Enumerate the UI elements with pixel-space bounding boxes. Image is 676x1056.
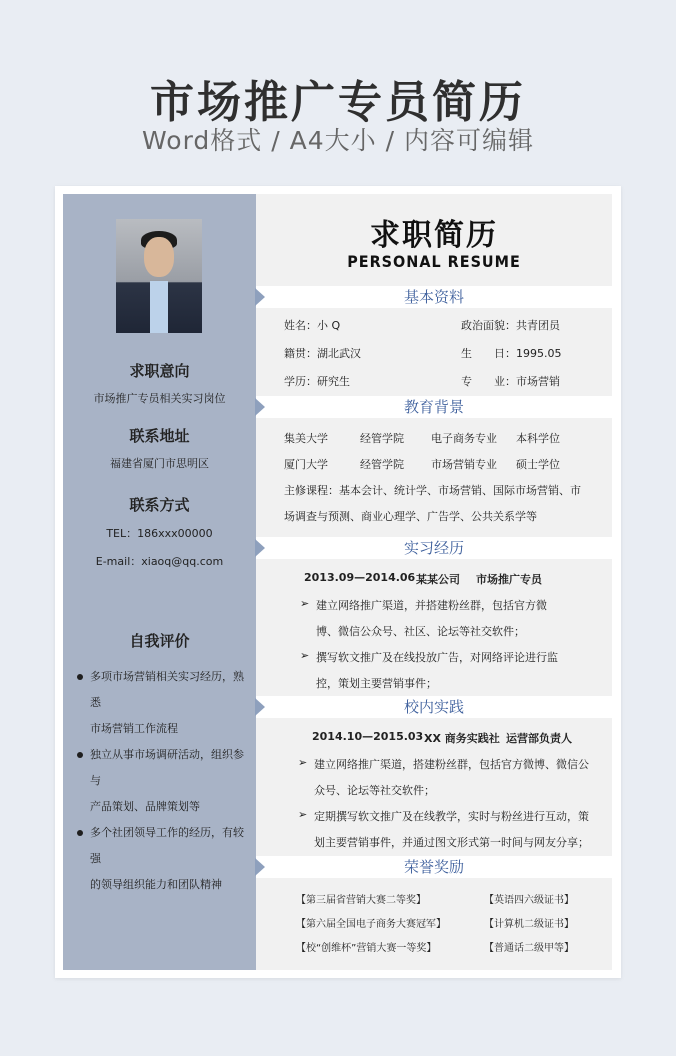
- political-field: 政治面貌：共青团员: [461, 319, 560, 332]
- sidebar: [63, 194, 256, 970]
- origin-field: 籍贯：湖北武汉: [284, 347, 361, 360]
- intern-period: 2013.09—2014.06: [304, 571, 416, 584]
- intern-bullet: 建立网络推广渠道，并搭建粉丝群，包括官方微: [316, 599, 547, 612]
- eval-list: [77, 664, 249, 898]
- intern-bullet: 博、微信公众号、社区、论坛等社交软件；: [316, 625, 525, 638]
- section-internship: 实习经历: [256, 537, 612, 559]
- degree-field: 学历：研究生: [284, 375, 350, 388]
- address-text: 福建省厦门市思明区: [110, 457, 209, 470]
- contact-heading: 联系方式: [129, 496, 190, 514]
- eval-heading: 自我评价: [129, 632, 190, 650]
- edu-degree: 硕士学位: [516, 458, 560, 471]
- intern-bullet: 撰写软文推广及在线投放广告，对网络评论进行监: [316, 651, 558, 664]
- courses-line: 主修课程：基本会计、统计学、市场营销、国际市场营销、市: [284, 484, 581, 497]
- main-content: [256, 194, 612, 970]
- bullet-arrow-icon: ➢: [298, 756, 308, 769]
- campus-role: 运营部负责人: [506, 732, 572, 745]
- honor-item: 【校“创维杯”营销大赛一等奖】: [296, 943, 437, 954]
- edu-major: 市场营销专业: [431, 458, 497, 471]
- edu-major: 电子商务专业: [431, 432, 497, 445]
- section-arrow-icon: [255, 539, 265, 557]
- edu-college: 经管学院: [360, 458, 404, 471]
- campus-period: 2014.10—2015.03: [312, 730, 424, 743]
- resume-sheet: [55, 186, 621, 978]
- honor-item: 【计算机二级证书】: [484, 919, 574, 930]
- campus-bullet: 定期撰写软文推广及在线教学，实时与粉丝进行互动，策: [314, 810, 589, 823]
- profile-photo: [116, 219, 202, 333]
- birth-field: 生 日：1995.05: [461, 347, 562, 360]
- edu-college: 经管学院: [360, 432, 404, 445]
- section-arrow-icon: [255, 288, 265, 306]
- campus-bullet: 划主要营销事件，并通过图文形式第一时间与网友分享；: [314, 836, 589, 849]
- bullet-arrow-icon: ➢: [298, 808, 308, 821]
- section-honors: 荣誉奖励: [256, 856, 612, 878]
- eval-item: 多项市场营销相关实习经历，熟悉 市场营销工作流程: [77, 664, 249, 742]
- section-arrow-icon: [255, 858, 265, 876]
- intern-company: 某某公司: [416, 573, 460, 586]
- honor-item: 【英语四六级证书】: [484, 895, 574, 906]
- honor-item: 【第六届全国电子商务大赛冠军】: [296, 919, 446, 930]
- email-text: E-mail：xiaoq@qq.com: [95, 555, 224, 568]
- edu-school: 厦门大学: [284, 458, 328, 471]
- objective-heading: 求职意向: [129, 362, 190, 380]
- resume-subtitle: PERSONAL RESUME: [347, 252, 521, 271]
- eval-item: 独立从事市场调研活动，组织参与 产品策划、品牌策划等: [77, 742, 249, 820]
- bullet-arrow-icon: ➢: [300, 649, 310, 662]
- phone-text: TEL：186xxx00000: [106, 527, 213, 540]
- section-education: 教育背景: [256, 396, 612, 418]
- section-arrow-icon: [255, 398, 265, 416]
- intern-bullet: 控，策划主要营销事件；: [316, 677, 437, 690]
- edu-school: 集美大学: [284, 432, 328, 445]
- campus-org: XX 商务实践社: [424, 732, 500, 745]
- campus-bullet: 建立网络推广渠道，搭建粉丝群，包括官方微博、微信公: [314, 758, 589, 771]
- banner-title: 市场推广专员简历: [150, 77, 526, 128]
- courses-line: 场调查与预测、商业心理学、广告学、公共关系学等: [284, 510, 537, 523]
- objective-text: 市场推广专员相关实习岗位: [93, 392, 226, 405]
- name-field: 姓名：小 Q: [284, 319, 341, 332]
- section-basic: 基本资料: [256, 286, 612, 308]
- eval-item: 多个社团领导工作的经历，有较强 的领导组织能力和团队精神: [77, 820, 249, 898]
- honor-item: 【普通话二级甲等】: [484, 943, 574, 954]
- bullet-arrow-icon: ➢: [300, 597, 310, 610]
- edu-degree: 本科学位: [516, 432, 560, 445]
- intern-role: 市场推广专员: [476, 573, 542, 586]
- major-field: 专 业：市场营销: [461, 375, 560, 388]
- honor-item: 【第三届省营销大赛二等奖】: [296, 895, 426, 906]
- section-arrow-icon: [255, 698, 265, 716]
- section-campus: 校内实践: [256, 696, 612, 718]
- campus-bullet: 众号、论坛等社交软件；: [314, 784, 435, 797]
- resume-title: 求职简历: [370, 218, 498, 253]
- banner-subtitle: Word格式 / A4大小 / 内容可编辑: [142, 126, 534, 155]
- address-heading: 联系地址: [129, 427, 190, 445]
